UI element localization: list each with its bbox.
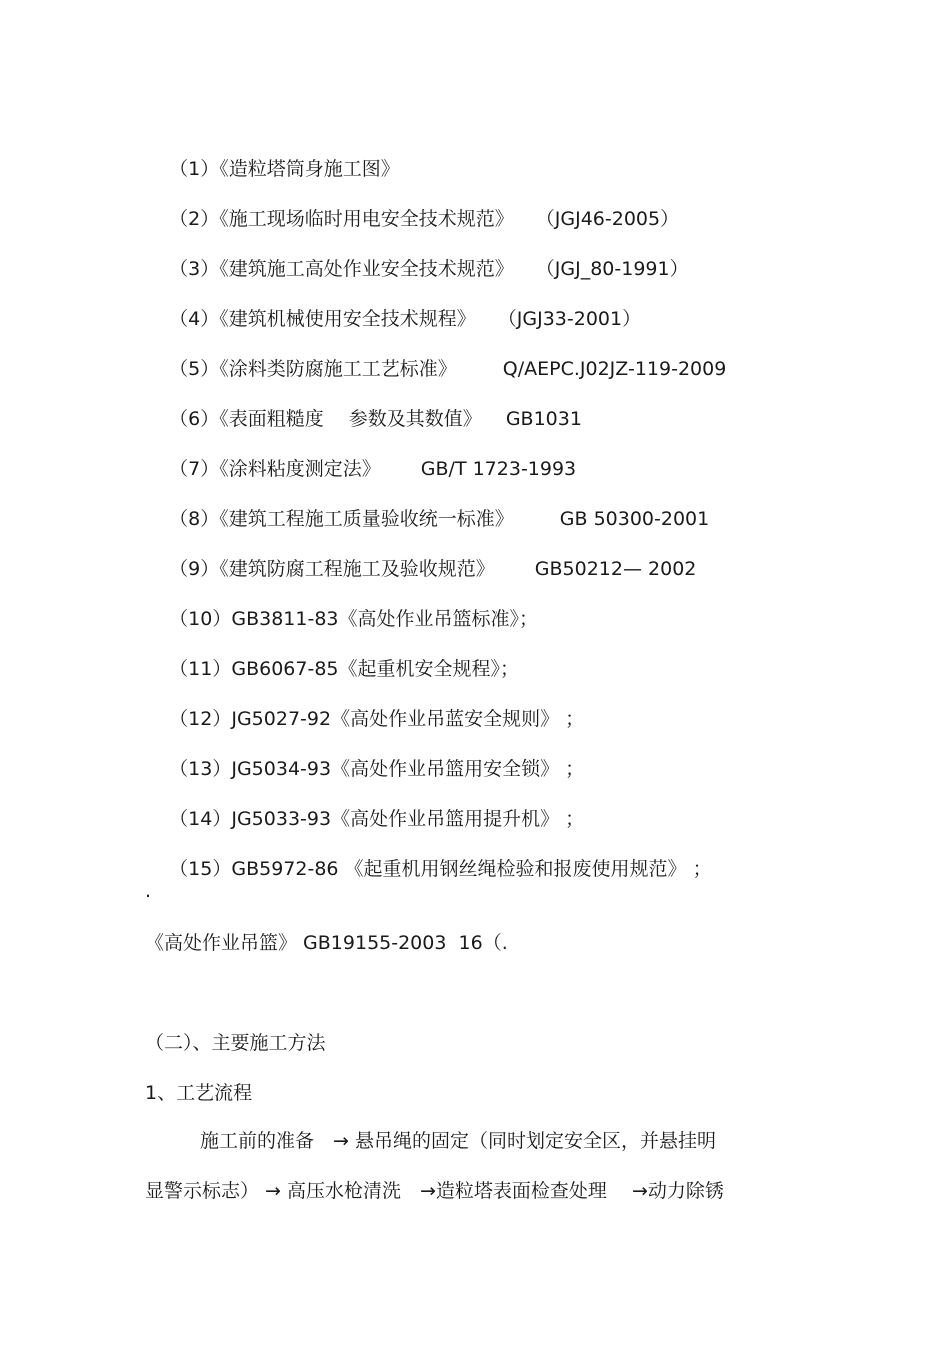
section-title: （二）、主要施工方法 [145,1032,326,1054]
reference-item-6: （6）《表面粗糙度 参数及其数值》 GB1031 [169,408,582,430]
process-flow-line-2: 显警示标志） → 高压水枪清洗 →造粒塔表面检查处理 →动力除锈 [145,1180,724,1202]
reference-item-4: （4）《建筑机械使用安全技术规程》 （JGJ33-2001） [169,308,642,330]
subsection-title: 1、工艺流程 [145,1082,253,1104]
reference-item-9: （9）《建筑防腐工程施工及验收规范》 GB50212— 2002 [169,558,697,580]
standard-item-15: （15）GB5972-86 《起重机用钢丝绳检验和报废使用规范》 ； [169,858,712,880]
standard-item-16: 《高处作业吊篮》 GB19155-2003 16（. [145,932,508,954]
reference-item-5: （5）《涂料类防腐施工工艺标准》 Q/AEPC.J02JZ-119-2009 [169,358,727,380]
reference-item-7: （7）《涂料粘度测定法》 GB/T 1723-1993 [169,458,577,480]
standard-item-13: （13）JG5034-93《高处作业吊篮用安全锁》 ； [169,758,585,780]
reference-item-3: （3）《建筑施工高处作业安全技术规范》 （JGJ_80-1991） [169,258,689,280]
standard-item-12: （12）JG5027-92《高处作业吊蓝安全规则》 ； [169,708,585,730]
standard-item-11: （11）GB6067-85《起重机安全规程》； [169,658,520,680]
standard-item-10: （10）GB3811-83《高处作业吊篮标准》； [169,608,539,630]
stray-dot: . [145,880,152,902]
reference-item-2: （2）《施工现场临时用电安全技术规范》 （JGJ46-2005） [169,208,680,230]
reference-item-8: （8）《建筑工程施工质量验收统一标准》 GB 50300-2001 [169,508,710,530]
standard-item-14: （14）JG5033-93《高处作业吊篮用提升机》 ； [169,808,585,830]
process-flow-line-1: 施工前的准备 → 悬吊绳的固定（同时划定安全区，并悬挂明 [200,1130,716,1152]
reference-item-1: （1）《造粒塔筒身施工图》 [169,158,400,180]
